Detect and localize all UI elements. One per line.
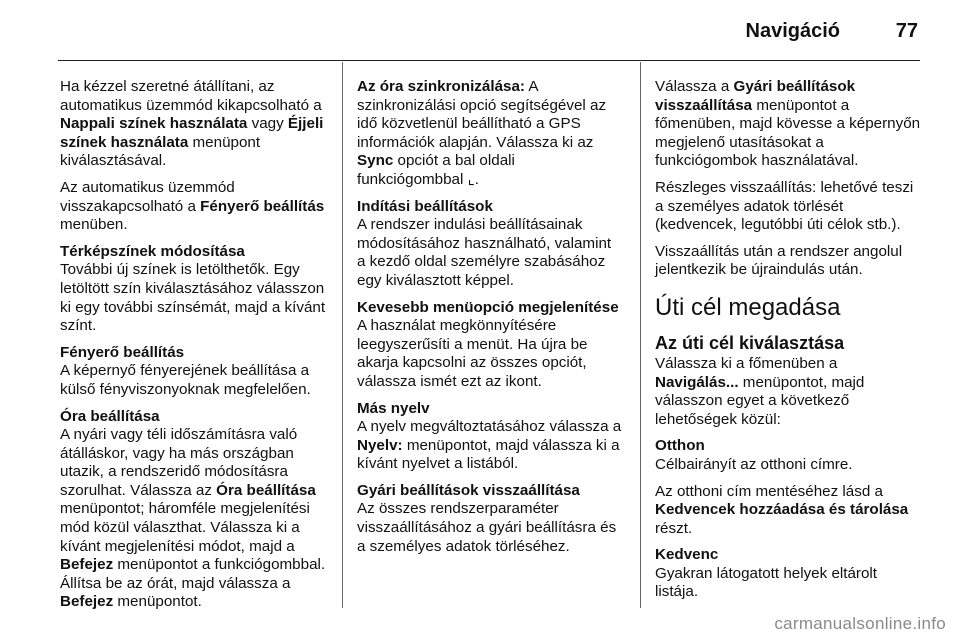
paragraph [60,78,326,171]
text: Ha kézzel szeretné átállítani, az automatikus üzemmód kikapcsolható a [60,78,322,114]
header-rule [58,60,920,61]
section-heading: Fényerő beállítás [60,343,185,361]
text: részt. [655,519,693,537]
section-language [357,400,623,474]
menu-term: Nappali színek használata [60,115,248,133]
text: menüben. [60,216,128,234]
section-map-colors [60,243,326,336]
section-heading: Otthon [655,437,705,455]
section-clock [60,408,326,613]
text: Az otthoni cím mentéséhez lásd a [655,482,883,500]
section-text: A képernyő fényerejének beállítása a külső fényviszonyoknak megfelelően. [60,362,311,398]
menu-term: Befejez [60,593,114,611]
inline-heading: Az óra szinkronizálása: [357,78,525,95]
paragraph [655,355,923,429]
softkey-left-icon: ⌞ [467,170,475,188]
section-brightness [60,344,326,400]
menu-term: Éjjeli színek használata [60,115,324,151]
section-text: További új színek is letölthetők. Egy letöltött szín kiválasztásához válasszon ki egy további színsémát, majd a kívánt színt. [60,261,326,335]
text: menüpont kiválasztásával. [60,133,261,170]
section-heading: Térképszínek módosítása [60,242,245,260]
section-heading: Indítási beállítások [357,197,493,215]
text: menüpontot; háromféle megjelenítési mód közül választhat. Válassza ki a kívánt megjelenítési módot, majd a [60,500,310,555]
paragraph [60,179,326,235]
section-favourite [655,546,923,602]
text: opciót a bal oldali funkciógombbal [357,152,515,188]
section-text: A rendszer indulási beállításainak módosításához használható, valamint a kezdő oldal személyre szabásához egy kiválasztott képpel. [357,216,612,289]
section-clock-sync [357,78,623,190]
text: A nyelv megváltoztatásához válassza a [357,418,622,436]
menu-term: Sync [357,152,394,170]
section-heading: Gyári beállítások visszaállítása [357,481,580,499]
menu-term: Befejez [60,556,114,574]
section-text: A használat megkönnyítésére leegyszerűsíti a menüt. Ha újra be akarja kapcsolni az összes opciót, válassza ismét ezt az ikont. [357,317,588,390]
text: menüpontot, majd válassza ki a kívánt nyelvet a listából. [357,436,620,473]
text: menüpontot a funkciógombbal. Állítsa be az órát, majd válassza a [60,556,326,592]
section-fewer-menu [357,299,623,392]
paragraph: Visszaállítás után a rendszer angolul jelentkezik be újraindulás után. [655,242,903,279]
section-text: Gyakran látogatott helyek eltárolt listája. [655,564,878,601]
section-heading: Óra beállítása [60,407,160,425]
text: Válassza ki a főmenüben a [655,354,838,372]
menu-term: Kedvencek hozzáadása és tárolása [655,501,909,519]
menu-term: Navigálás... [655,373,739,391]
paragraph [655,78,923,171]
section-factory-reset [357,482,623,556]
section-heading: Más nyelv [357,399,430,417]
page-header [0,0,960,62]
paragraph [655,483,923,539]
page-title: Navigáció [745,20,840,42]
text: . [474,170,479,188]
subsection-heading: Az úti cél kiválasztása [655,332,845,353]
watermark: carmanualsonline.info [774,614,946,633]
column-1 [60,78,326,620]
menu-term: Fényerő beállítás [200,197,325,215]
column-2 [357,78,623,564]
text: Az automatikus üzemmód visszakapcsolható a [60,178,235,215]
text: A nyári vagy téli időszámításra való átálláskor, vagy ha más országban utazik, a rendszeridő módosításra szorulhat. Válassza az [60,426,298,499]
text: menüpontot. [113,593,202,611]
text: menüpontot, majd válasszon egyet a következő lehetőségek közül: [655,373,865,428]
text: A szinkronizálási opció segítségével az idő közvetlenül beállítható a GPS információk alapján. Válassza ki az [357,78,607,151]
section-text: Célbairányít az otthoni címre. [655,455,853,473]
section-home [655,437,923,474]
column-3 [655,78,923,610]
text: vagy [247,115,288,133]
paragraph: Részleges visszaállítás: lehetővé teszi a személyes adatok törlését (kedvencek, legutóbbi úti célok stb.). [655,178,914,234]
section-startup [357,198,623,291]
section-heading: Kedvenc [655,546,719,564]
section-heading: Kevesebb menüopció megjelenítése [357,298,619,316]
menu-term: Óra beállítása [216,481,316,499]
menu-term: Gyári beállítások visszaállítása [655,78,856,114]
chapter-heading: Úti cél megadása [655,293,841,321]
menu-term: Nyelv: [357,436,403,454]
section-text: Az összes rendszerparaméter visszaállításához a gyári beállításra és a személyes adatok törléséhez. [357,500,617,555]
column-divider-1 [342,62,343,608]
text: Válassza a [655,78,734,95]
column-divider-2 [640,62,641,608]
text: menüpontot a főmenüben, majd kövesse a képernyőn megjelenő utasításokat a funkciógombok használatával. [655,96,921,170]
page-number: 77 [895,20,918,42]
